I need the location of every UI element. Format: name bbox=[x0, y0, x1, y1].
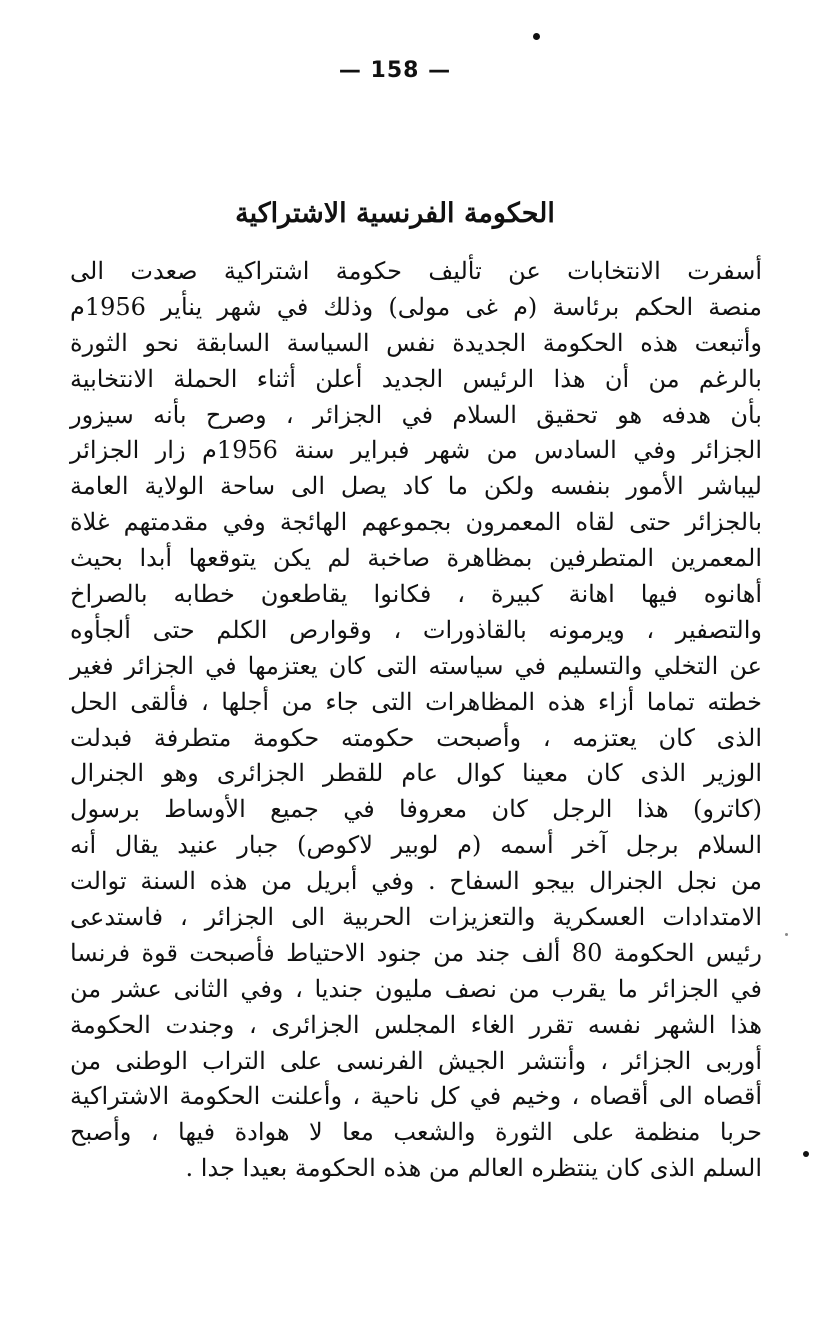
body-paragraph bbox=[70, 254, 762, 1187]
text-line: الذى كان يعتزمه ، وأصبحت حكومته حكومة متطرفة فبدلت bbox=[70, 723, 762, 752]
text-line: منصة الحكم برئاسة (م غى مولى) وذلك في شهر ينأير 1956م bbox=[70, 292, 762, 321]
text-line: أهانوه فيها اهانة كبيرة ، فكانوا يقاطعون خطابه بالصراخ bbox=[70, 580, 762, 609]
text-line: المعمرين المتطرفين بمظاهرة صاخبة لم يكن يتوقعها أبدا بحيث bbox=[70, 544, 762, 573]
text-line: والتصفير ، ويرمونه بالقاذورات ، وقوارص الكلم حتى ألجأوه bbox=[70, 615, 762, 644]
text-line: أقصاه الى أقصاه ، وخيم في كل ناحية ، وأعلنت الحكومة الاشتراكية bbox=[70, 1082, 762, 1111]
text-line: في الجزائر ما يقرب من نصف مليون جنديا ، وفي الثانى عشر من bbox=[70, 974, 762, 1003]
text-line: أوربى الجزائر ، وأنتشر الجيش الفرنسى على التراب الوطنى من bbox=[70, 1046, 762, 1075]
text-line: خطته تماما أزاء هذه المظاهرات التى جاء من أجلها ، فألقى الحل bbox=[70, 687, 762, 716]
text-line: بالجزائر حتى لقاه المعمرون بجموعهم الهائجة وفي مقدمتهم غلاة bbox=[70, 508, 762, 537]
text-line: هذا الشهر نفسه تقرر الغاء المجلس الجزائرى ، وجندت الحكومة bbox=[70, 1010, 762, 1039]
text-line: وأتبعت هذه الحكومة الجديدة نفس السياسة السابقة نحو الثورة bbox=[70, 328, 762, 357]
text-line: بأن هدفه هو تحقيق السلام في الجزائر ، وصرح بأنه سيزور bbox=[70, 400, 762, 429]
chapter-title: الحكومة الفرنسية الاشتراكية bbox=[235, 198, 555, 229]
ink-speck bbox=[785, 933, 788, 936]
text-line: عن التخلي والتسليم في سياسته التى كان يعتزمها في الجزائر فغير bbox=[70, 651, 762, 680]
ink-speck bbox=[533, 33, 540, 40]
text-line: الوزير الذى كان معينا كوال عام للقطر الجزائرى وهو الجنرال bbox=[70, 759, 762, 788]
text-line: حربا منظمة على الثورة والشعب معا لا هوادة فيها ، وأصبح bbox=[70, 1118, 762, 1147]
text-line: السلام برجل آخر أسمه (م لوبير لاكوص) جبار عنيد يقال أنه bbox=[70, 831, 762, 860]
text-line: (كاترو) هذا الرجل كان معروفا في جميع الأوساط برسول bbox=[70, 795, 762, 824]
text-line: أسفرت الانتخابات عن تأليف حكومة اشتراكية صعدت الى bbox=[70, 257, 762, 285]
text-line: الجزائر وفي السادس من شهر فبراير سنة 1956م زار الجزائر bbox=[70, 436, 763, 465]
page-number: — 158 — bbox=[338, 58, 452, 83]
text-line: السلم الذى كان ينتظره العالم من هذه الحكومة بعيدا جدا . bbox=[185, 1154, 762, 1183]
text-line: رئيس الحكومة 80 ألف جند من جنود الاحتياط فأصبحت قوة فرنسا bbox=[70, 938, 762, 967]
text-line: من نجل الجنرال بيجو السفاح . وفي أبريل من هذه السنة توالت bbox=[70, 867, 762, 896]
text-line: بالرغم من أن هذا الرئيس الجديد أعلن أثناء الحملة الانتخابية bbox=[70, 364, 762, 393]
text-line: الامتدادات العسكرية والتعزيزات الحربية الى الجزائر ، فاستدعى bbox=[70, 903, 762, 932]
ink-speck bbox=[803, 1151, 809, 1157]
text-line: ليباشر الأمور بنفسه ولكن ما كاد يصل الى ساحة الولاية العامة bbox=[70, 472, 762, 501]
